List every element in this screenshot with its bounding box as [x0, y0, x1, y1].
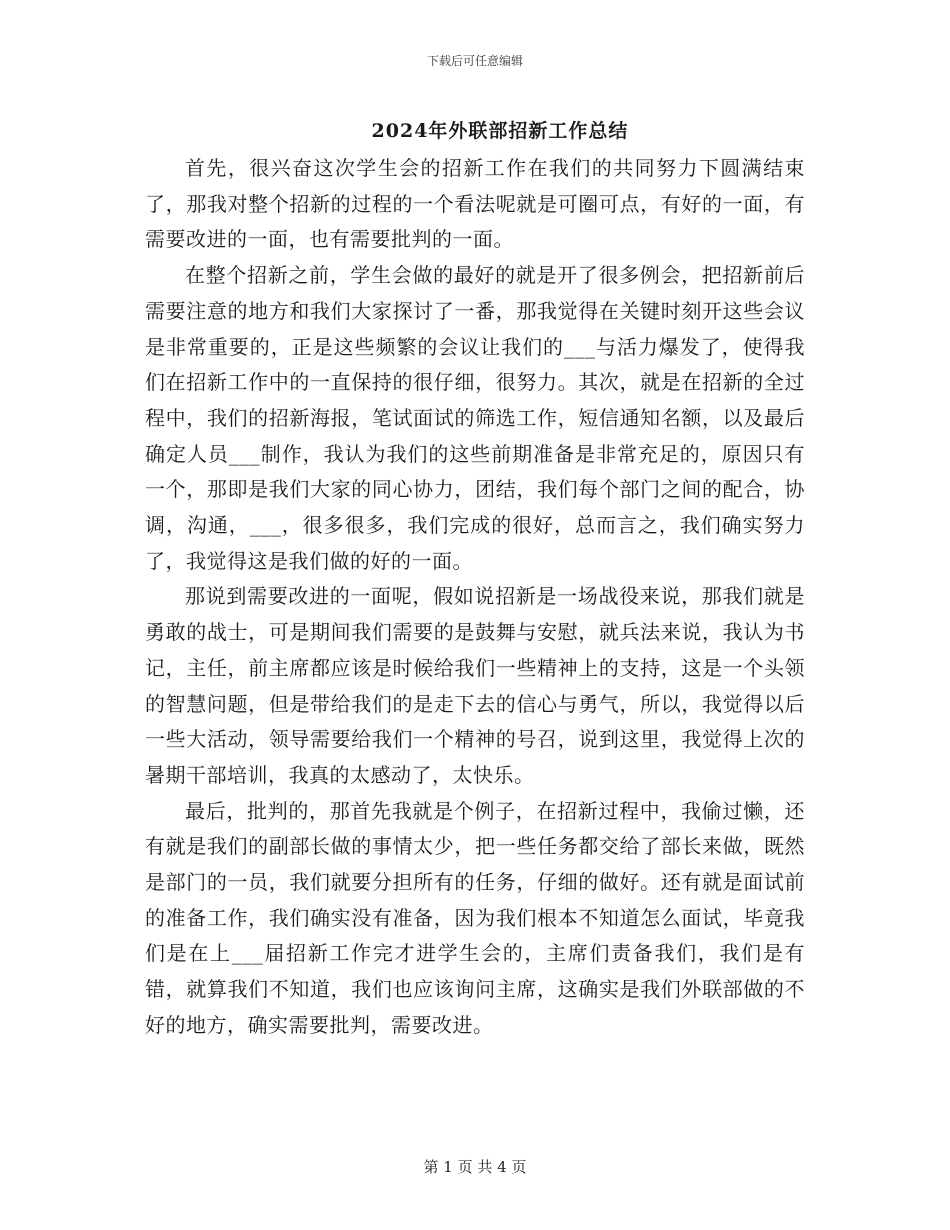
document-body: [145, 151, 805, 1044]
paragraph-intro: 首先，很兴奋这次学生会的招新工作在我们的共同努力下圆满结束了，那我对整个招新的过程的一个看法呢就是可圈可点，有好的一面，有需要改进的一面，也有需要批判的一面。: [145, 156, 805, 252]
page-header-note: 下载后可任意编辑: [426, 54, 523, 68]
paragraph-improvements: 那说到需要改进的一面呢，假如说招新是一场战役来说，那我们就是勇敢的战士，可是期间我们需要的是鼓舞与安慰，就兵法来说，我认为书记，主任，前主席都应该是时候给我们一些精神上的支持，这是一个头领的智慧问题，但是带给我们的是走下去的信心与勇气，所以，我觉得以后一些大活动，领导需要给我们一个精神的号召，说到这里，我觉得上次的暑期干部培训，我真的太感动了，太快乐。: [145, 584, 805, 787]
page-number: 第 1 页 共 4 页: [423, 1158, 527, 1176]
paragraph-good-aspects: 在整个招新之前，学生会做的最好的就是开了很多例会，把招新前后需要注意的地方和我们大家探讨了一番，那我觉得在关键时刻开这些会议是非常重要的，正是这些频繁的会议让我们的___与活力爆发了，使得我们在招新工作中的一直保持的很仔细，很努力。其次，就是在招新的全过程中，我们的招新海报，笔试面试的筛选工作，短信通知名额，以及最后确定人员___制作，我认为我们的这些前期准备是非常充足的，原因只有一个，那即是我们大家的同心协力，团结，我们每个部门之间的配合，协调，沟通，___，很多很多，我们完成的很好，总而言之，我们确实努力了，我觉得这是我们做的好的一面。: [145, 263, 805, 573]
paragraph-criticism: 最后，批判的，那首先我就是个例子，在招新过程中，我偷过懒，还有就是我们的副部长做的事情太少，把一些任务都交给了部长来做，既然是部门的一员，我们就要分担所有的任务，仔细的做好。还有就是面试前的准备工作，我们确实没有准备，因为我们根本不知道怎么面试，毕竟我们是在上___届招新工作完才进学生会的，主席们责备我们，我们是有错，就算我们不知道，我们也应该询问主席，这确实是我们外联部做的不好的地方，确实需要批判，需要改进。: [145, 798, 805, 1037]
document-title: 2024年外联部招新工作总结: [371, 120, 629, 142]
